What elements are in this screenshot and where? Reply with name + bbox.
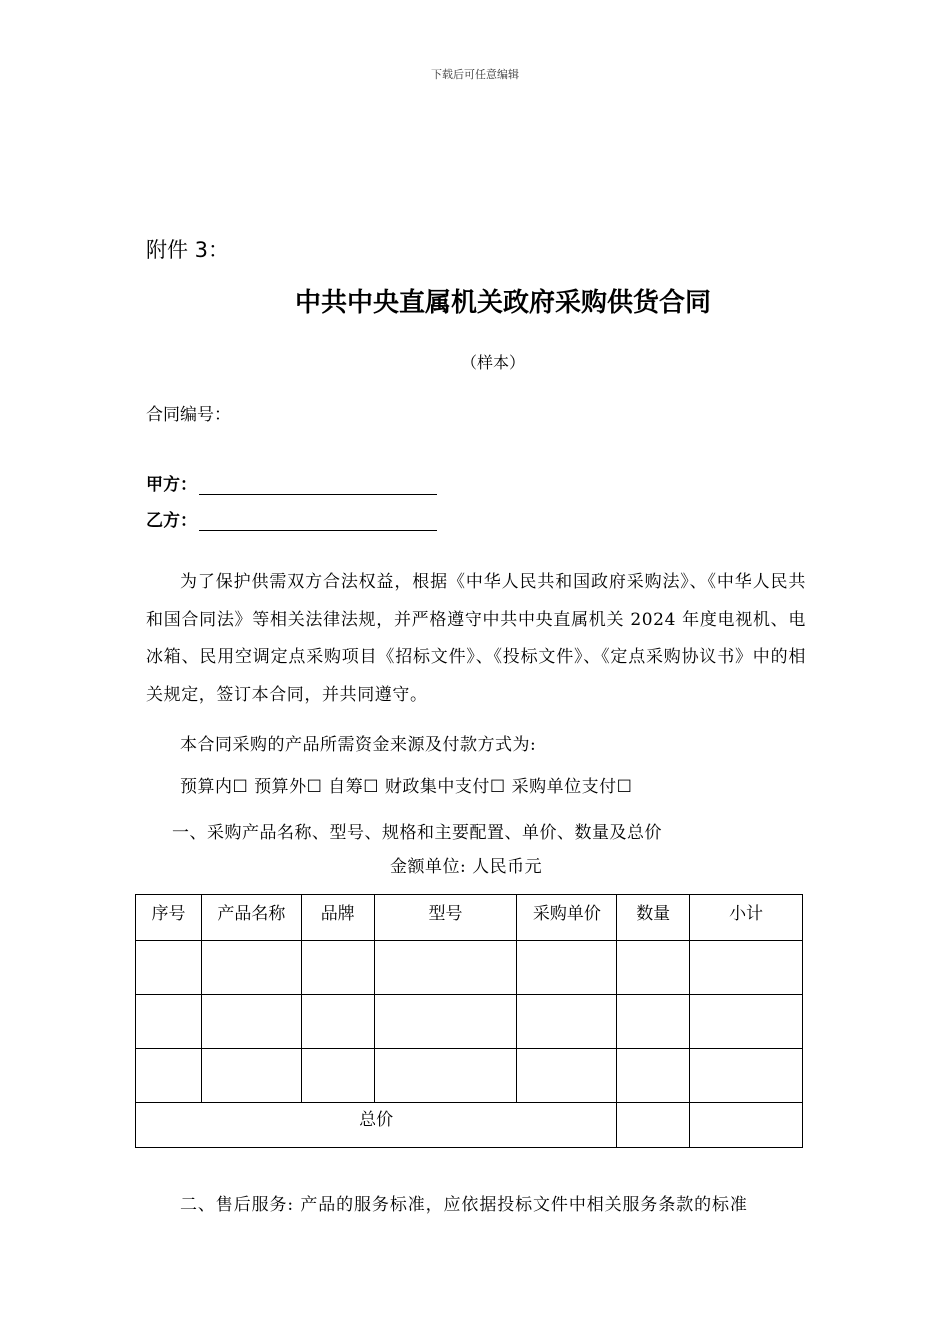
header-cell: 序号: [136, 895, 202, 941]
table-cell[interactable]: [374, 941, 517, 995]
table-cell[interactable]: [690, 1049, 803, 1103]
table-row: [136, 1049, 803, 1103]
document-subtitle: （样本）: [460, 353, 525, 372]
table-cell[interactable]: [617, 995, 690, 1049]
header-note: 下载后可任意编辑: [431, 68, 519, 81]
table-cell[interactable]: [301, 1049, 374, 1103]
table-cell[interactable]: [617, 941, 690, 995]
contract-number-label: 合同编号：: [146, 405, 231, 425]
document-title: 中共中央直属机关政府采购供货合同: [294, 288, 711, 318]
table-header-row: [136, 895, 803, 941]
table-cell[interactable]: [374, 995, 517, 1049]
table-cell[interactable]: [617, 1103, 690, 1148]
header-cell: 采购单价: [517, 895, 617, 941]
table-cell[interactable]: [517, 1049, 617, 1103]
section-one-heading: 一、采购产品名称、型号、规格和主要配置、单价、数量及总价: [172, 823, 662, 843]
party-b-row: [146, 506, 437, 531]
table-cell[interactable]: [517, 995, 617, 1049]
table-cell[interactable]: [690, 995, 803, 1049]
section-two-text: 二、售后服务: 产品的服务标准，应依据投标文件中相关服务条款的标准: [180, 1195, 748, 1215]
header-cell: 小计: [690, 895, 803, 941]
table-cell[interactable]: [136, 941, 202, 995]
table-total-row: [136, 1103, 803, 1148]
table-cell[interactable]: [301, 995, 374, 1049]
table-cell[interactable]: [201, 995, 301, 1049]
table-cell[interactable]: [201, 1049, 301, 1103]
table-cell[interactable]: [136, 995, 202, 1049]
table-cell[interactable]: [617, 1049, 690, 1103]
product-table: [135, 894, 803, 1148]
total-value-cell[interactable]: [690, 1103, 803, 1148]
table-row: [136, 941, 803, 995]
party-b-blank[interactable]: [199, 512, 437, 531]
table-cell[interactable]: [690, 941, 803, 995]
payment-options: 预算内☐ 预算外☐ 自筹☐ 财政集中支付☐ 采购单位支付☐: [180, 777, 633, 797]
total-label-cell: 总价: [136, 1103, 617, 1148]
table-cell[interactable]: [517, 941, 617, 995]
table-cell[interactable]: [201, 941, 301, 995]
funding-sentence: 本合同采购的产品所需资金来源及付款方式为:: [180, 735, 537, 755]
header-cell: 品牌: [301, 895, 374, 941]
header-cell: 数量: [617, 895, 690, 941]
attachment-label: 附件 3：: [146, 238, 230, 262]
table-cell[interactable]: [374, 1049, 517, 1103]
table-cell[interactable]: [136, 1049, 202, 1103]
party-a-label: 甲方：: [146, 475, 197, 495]
header-cell: 产品名称: [201, 895, 301, 941]
party-b-label: 乙方：: [146, 511, 197, 531]
table-row: [136, 995, 803, 1049]
header-cell: 型号: [374, 895, 517, 941]
party-a-row: [146, 470, 437, 495]
intro-paragraph: 为了保护供需双方合法权益，根据《中华人民共和国政府采购法》、《中华人民共和国合同法》等相关法律法规，并严格遵守中共中央直属机关 2024 年度电视机、电冰箱、民用空调定点采购项目《招标文件》、《投标文件》、《定点采购协议书》中的相关规定，签订本合同，并共同遵守。: [146, 572, 806, 705]
amount-unit: 金额单位: 人民币元: [390, 857, 543, 877]
table-cell[interactable]: [301, 941, 374, 995]
party-a-blank[interactable]: [199, 476, 437, 495]
